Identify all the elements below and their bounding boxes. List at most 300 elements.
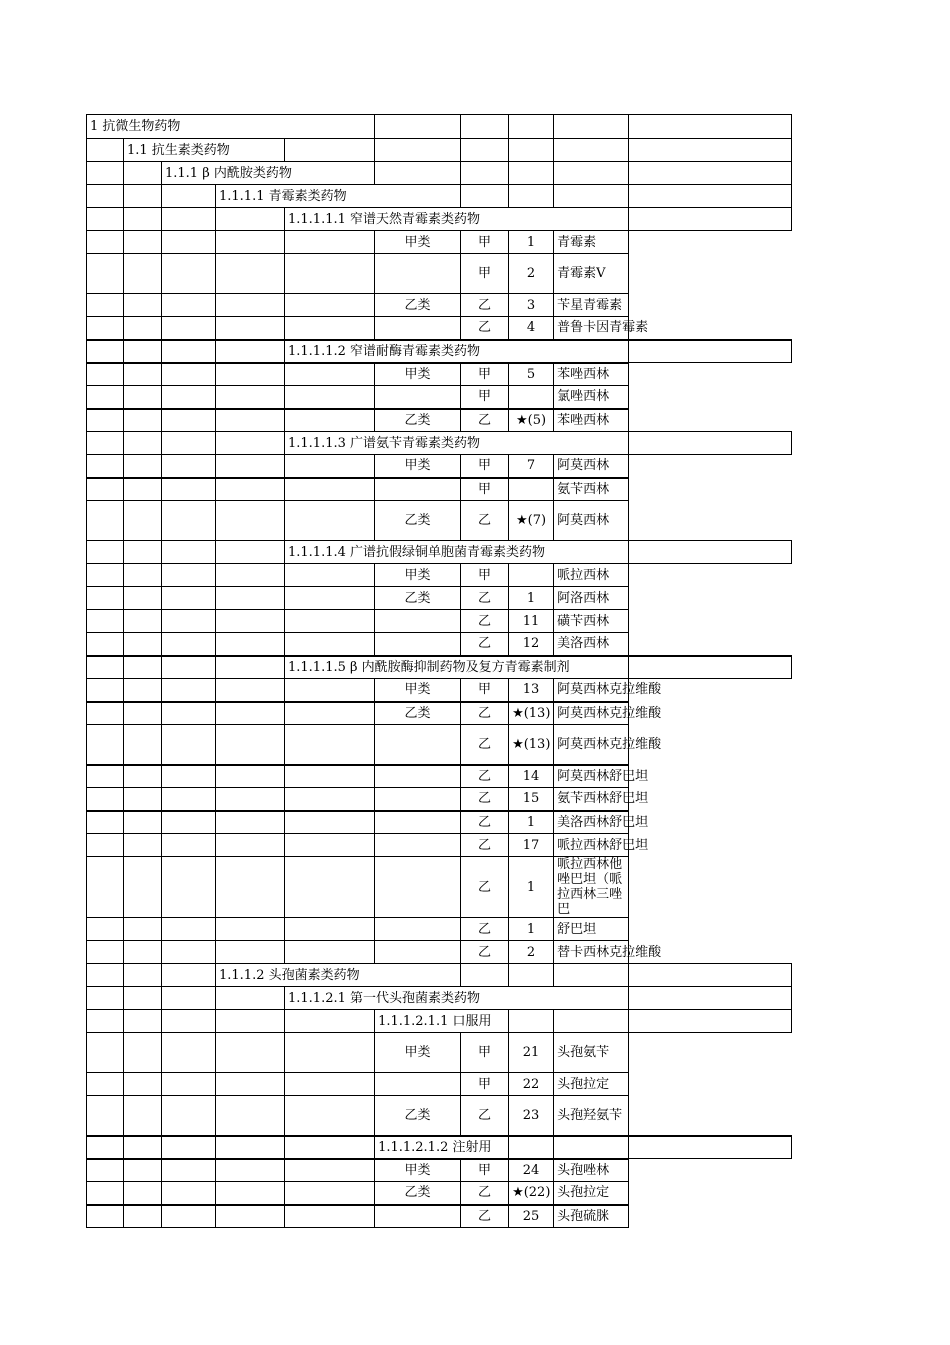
section-heading: 1.1.1.2.1 第一代头孢菌素类药物 <box>285 987 629 1010</box>
indent-cell <box>124 941 162 964</box>
number-cell: 2 <box>509 941 554 964</box>
indent-cell <box>285 1159 375 1182</box>
indent-cell <box>124 564 162 587</box>
number-cell: 1 <box>509 231 554 254</box>
indent-cell <box>162 409 216 432</box>
indent-cell <box>285 386 375 409</box>
grade-cell: 甲 <box>461 564 509 587</box>
table-row <box>87 811 792 834</box>
section-row <box>87 115 792 139</box>
grade-cell: 乙 <box>461 501 509 541</box>
grade-cell: 乙 <box>461 702 509 725</box>
star-icon: ★ <box>516 513 528 528</box>
indent-cell <box>162 541 216 564</box>
indent-cell <box>124 765 162 788</box>
grade-cell: 乙 <box>461 1096 509 1136</box>
category-cell: 乙类 <box>375 1096 461 1136</box>
table-row <box>87 834 792 857</box>
indent-cell <box>162 811 216 834</box>
table-row <box>87 564 792 587</box>
empty-cell <box>375 162 461 185</box>
drug-name-cell: 头孢拉定 <box>554 1073 629 1096</box>
indent-cell <box>216 564 285 587</box>
empty-cell <box>509 1136 554 1159</box>
empty-cell <box>461 964 509 987</box>
indent-cell <box>124 501 162 541</box>
indent-cell <box>162 918 216 941</box>
indent-cell <box>87 1096 124 1136</box>
indent-cell <box>87 1159 124 1182</box>
table-row <box>87 363 792 386</box>
indent-cell <box>87 1010 124 1033</box>
table-row <box>87 231 792 254</box>
indent-cell <box>285 1096 375 1136</box>
indent-cell <box>87 231 124 254</box>
number-value: (7) <box>527 513 547 528</box>
indent-cell <box>216 541 285 564</box>
number-value: (13) <box>523 736 551 752</box>
indent-cell <box>285 702 375 725</box>
section-row <box>87 987 792 1010</box>
indent-cell <box>216 941 285 964</box>
indent-cell <box>87 610 124 633</box>
drug-name-cell: 苯唑西林 <box>554 409 629 432</box>
indent-cell <box>87 1182 124 1205</box>
indent-cell <box>216 633 285 656</box>
section-row <box>87 1010 792 1033</box>
indent-cell <box>124 340 162 363</box>
number-cell: 4 <box>509 317 554 340</box>
drug-name-cell: 美洛西林 <box>554 633 629 656</box>
empty-cell <box>509 964 554 987</box>
indent-cell <box>162 1159 216 1182</box>
number-cell: 2 <box>509 254 554 294</box>
category-cell <box>375 386 461 409</box>
empty-cell <box>509 115 554 139</box>
table-row <box>87 679 792 702</box>
indent-cell <box>87 478 124 501</box>
drug-name-cell: 阿洛西林 <box>554 587 629 610</box>
indent-cell <box>124 918 162 941</box>
empty-cell <box>629 964 792 987</box>
grade-cell: 乙 <box>461 834 509 857</box>
grade-cell: 乙 <box>461 317 509 340</box>
indent-cell <box>87 541 124 564</box>
drug-name-cell: 头孢唑林 <box>554 1159 629 1182</box>
indent-cell <box>285 1205 375 1228</box>
indent-cell <box>87 386 124 409</box>
empty-cell <box>554 964 629 987</box>
drug-catalog-table <box>86 114 792 1228</box>
indent-cell <box>162 478 216 501</box>
indent-cell <box>124 317 162 340</box>
category-cell: 乙类 <box>375 587 461 610</box>
number-cell: 12 <box>509 633 554 656</box>
category-cell <box>375 788 461 811</box>
category-cell <box>375 725 461 765</box>
indent-cell <box>216 1136 285 1159</box>
indent-cell <box>162 1136 216 1159</box>
indent-cell <box>87 788 124 811</box>
indent-cell <box>87 633 124 656</box>
indent-cell <box>285 455 375 478</box>
indent-cell <box>285 564 375 587</box>
indent-cell <box>162 679 216 702</box>
grade-cell: 甲 <box>461 455 509 478</box>
indent-cell <box>87 765 124 788</box>
category-cell: 甲类 <box>375 1159 461 1182</box>
number-cell <box>509 564 554 587</box>
number-cell <box>509 409 554 432</box>
drug-name-cell: 氨苄西林 <box>554 478 629 501</box>
indent-cell <box>124 834 162 857</box>
grade-cell: 乙 <box>461 294 509 317</box>
indent-cell <box>124 162 162 185</box>
category-cell: 乙类 <box>375 1182 461 1205</box>
indent-cell <box>124 725 162 765</box>
drug-name-cell: 阿莫西林 <box>554 501 629 541</box>
indent-cell <box>285 231 375 254</box>
indent-cell <box>124 610 162 633</box>
category-cell <box>375 1073 461 1096</box>
number-cell: 14 <box>509 765 554 788</box>
table-row <box>87 857 792 918</box>
drug-name-cell: 阿莫西林克拉维酸 <box>554 679 629 702</box>
category-cell <box>375 857 461 918</box>
indent-cell <box>216 208 285 231</box>
indent-cell <box>285 409 375 432</box>
indent-cell <box>216 386 285 409</box>
table-row <box>87 1033 792 1073</box>
indent-cell <box>87 162 124 185</box>
grade-cell: 乙 <box>461 788 509 811</box>
drug-name-cell: 苄星青霉素 <box>554 294 629 317</box>
number-cell: 23 <box>509 1096 554 1136</box>
indent-cell <box>285 478 375 501</box>
empty-cell <box>629 1010 792 1033</box>
category-cell: 甲类 <box>375 363 461 386</box>
indent-cell <box>285 1033 375 1073</box>
number-cell: 11 <box>509 610 554 633</box>
number-cell: 15 <box>509 788 554 811</box>
star-icon: ★ <box>512 705 524 721</box>
indent-cell <box>87 340 124 363</box>
indent-cell <box>162 432 216 455</box>
number-cell <box>509 386 554 409</box>
indent-cell <box>216 918 285 941</box>
indent-cell <box>87 725 124 765</box>
indent-cell <box>87 1033 124 1073</box>
grade-cell: 甲 <box>461 386 509 409</box>
grade-cell: 乙 <box>461 725 509 765</box>
drug-name-cell: 哌拉西林他唑巴坦（哌拉西林三唑巴 <box>554 857 629 918</box>
indent-cell <box>162 386 216 409</box>
indent-cell <box>216 254 285 294</box>
indent-cell <box>124 811 162 834</box>
table-row <box>87 702 792 725</box>
grade-cell: 甲 <box>461 679 509 702</box>
indent-cell <box>124 1182 162 1205</box>
indent-cell <box>124 857 162 918</box>
indent-cell <box>87 294 124 317</box>
indent-cell <box>162 987 216 1010</box>
indent-cell <box>162 834 216 857</box>
indent-cell <box>162 1073 216 1096</box>
indent-cell <box>285 941 375 964</box>
indent-cell <box>285 834 375 857</box>
category-cell <box>375 834 461 857</box>
indent-cell <box>87 941 124 964</box>
indent-cell <box>216 340 285 363</box>
number-cell: 1 <box>509 587 554 610</box>
drug-name-cell: 阿莫西林舒巴坦 <box>554 765 629 788</box>
category-cell <box>375 765 461 788</box>
number-cell: 1 <box>509 811 554 834</box>
indent-cell <box>216 478 285 501</box>
table-row <box>87 254 792 294</box>
category-cell <box>375 811 461 834</box>
number-cell: 22 <box>509 1073 554 1096</box>
drug-name-cell: 阿莫西林克拉维酸 <box>554 702 629 725</box>
number-cell: 3 <box>509 294 554 317</box>
table-row <box>87 610 792 633</box>
indent-cell <box>87 139 124 162</box>
indent-cell <box>216 610 285 633</box>
number-cell: 1 <box>509 857 554 918</box>
indent-cell <box>87 254 124 294</box>
indent-cell <box>285 633 375 656</box>
section-row <box>87 162 792 185</box>
section-row <box>87 964 792 987</box>
number-cell: 13 <box>509 679 554 702</box>
section-heading: 1.1.1.1.1 窄谱天然青霉素类药物 <box>285 208 629 231</box>
empty-cell <box>509 1010 554 1033</box>
empty-cell <box>285 139 375 162</box>
indent-cell <box>124 294 162 317</box>
grade-cell: 甲 <box>461 254 509 294</box>
number-cell: 7 <box>509 455 554 478</box>
number-cell: 25 <box>509 1205 554 1228</box>
indent-cell <box>124 478 162 501</box>
section-heading: 1.1.1.2 头孢菌素类药物 <box>216 964 461 987</box>
indent-cell <box>216 1159 285 1182</box>
indent-cell <box>87 208 124 231</box>
category-cell <box>375 610 461 633</box>
empty-cell <box>629 987 792 1010</box>
indent-cell <box>285 363 375 386</box>
number-cell: 17 <box>509 834 554 857</box>
indent-cell <box>162 964 216 987</box>
indent-cell <box>162 564 216 587</box>
indent-cell <box>216 702 285 725</box>
grade-cell: 乙 <box>461 610 509 633</box>
indent-cell <box>285 317 375 340</box>
indent-cell <box>124 633 162 656</box>
empty-cell <box>629 432 792 455</box>
indent-cell <box>87 702 124 725</box>
grade-cell: 乙 <box>461 409 509 432</box>
indent-cell <box>162 254 216 294</box>
indent-cell <box>162 656 216 679</box>
number-cell <box>509 1182 554 1205</box>
number-cell: 21 <box>509 1033 554 1073</box>
category-cell: 甲类 <box>375 455 461 478</box>
grade-cell: 甲 <box>461 478 509 501</box>
indent-cell <box>162 231 216 254</box>
empty-cell <box>629 162 792 185</box>
indent-cell <box>162 725 216 765</box>
indent-cell <box>216 231 285 254</box>
empty-cell <box>629 1136 792 1159</box>
drug-name-cell: 青霉素 <box>554 231 629 254</box>
grade-cell: 乙 <box>461 765 509 788</box>
indent-cell <box>162 788 216 811</box>
grade-cell: 甲 <box>461 1159 509 1182</box>
table-row <box>87 587 792 610</box>
indent-cell <box>87 432 124 455</box>
indent-cell <box>87 1205 124 1228</box>
indent-cell <box>285 587 375 610</box>
indent-cell <box>162 208 216 231</box>
indent-cell <box>124 185 162 208</box>
indent-cell <box>87 409 124 432</box>
indent-cell <box>216 409 285 432</box>
indent-cell <box>285 765 375 788</box>
grade-cell: 乙 <box>461 587 509 610</box>
number-value: (22) <box>523 1185 551 1201</box>
indent-cell <box>162 294 216 317</box>
drug-name-cell: 氯唑西林 <box>554 386 629 409</box>
table-row <box>87 1073 792 1096</box>
category-cell: 乙类 <box>375 702 461 725</box>
indent-cell <box>87 455 124 478</box>
number-cell: 1 <box>509 918 554 941</box>
indent-cell <box>124 702 162 725</box>
empty-cell <box>554 1136 629 1159</box>
drug-name-cell: 磺苄西林 <box>554 610 629 633</box>
indent-cell <box>124 386 162 409</box>
indent-cell <box>216 1182 285 1205</box>
indent-cell <box>162 455 216 478</box>
table-row <box>87 478 792 501</box>
table-row <box>87 765 792 788</box>
indent-cell <box>124 964 162 987</box>
indent-cell <box>124 987 162 1010</box>
star-icon: ★ <box>512 736 524 752</box>
indent-cell <box>285 294 375 317</box>
section-heading: 1.1.1.2.1.1 口服用 <box>375 1010 509 1033</box>
indent-cell <box>216 1033 285 1073</box>
indent-cell <box>124 455 162 478</box>
section-heading: 1.1.1.1.3 广谱氨苄青霉素类药物 <box>285 432 629 455</box>
empty-cell <box>509 139 554 162</box>
indent-cell <box>87 857 124 918</box>
drug-name-cell: 头孢拉定 <box>554 1182 629 1205</box>
indent-cell <box>87 185 124 208</box>
indent-cell <box>124 679 162 702</box>
indent-cell <box>124 208 162 231</box>
indent-cell <box>87 1073 124 1096</box>
indent-cell <box>216 294 285 317</box>
empty-cell <box>629 656 792 679</box>
empty-cell <box>509 162 554 185</box>
indent-cell <box>124 587 162 610</box>
number-cell <box>509 702 554 725</box>
indent-cell <box>216 363 285 386</box>
indent-cell <box>216 432 285 455</box>
indent-cell <box>124 1136 162 1159</box>
number-cell: 5 <box>509 363 554 386</box>
indent-cell <box>285 918 375 941</box>
indent-cell <box>87 501 124 541</box>
indent-cell <box>124 656 162 679</box>
category-cell: 乙类 <box>375 294 461 317</box>
section-row <box>87 139 792 162</box>
indent-cell <box>124 1010 162 1033</box>
indent-cell <box>162 1205 216 1228</box>
table-row <box>87 294 792 317</box>
empty-cell <box>509 185 554 208</box>
indent-cell <box>162 857 216 918</box>
indent-cell <box>162 363 216 386</box>
indent-cell <box>285 1010 375 1033</box>
indent-cell <box>124 788 162 811</box>
drug-name-cell: 美洛西林舒巴坦 <box>554 811 629 834</box>
indent-cell <box>216 1073 285 1096</box>
drug-name-cell: 头孢氨苄 <box>554 1033 629 1073</box>
grade-cell: 乙 <box>461 918 509 941</box>
category-cell <box>375 633 461 656</box>
grade-cell: 乙 <box>461 633 509 656</box>
category-cell <box>375 941 461 964</box>
grade-cell: 甲 <box>461 1033 509 1073</box>
indent-cell <box>162 1010 216 1033</box>
indent-cell <box>285 811 375 834</box>
indent-cell <box>124 432 162 455</box>
indent-cell <box>162 317 216 340</box>
star-icon: ★ <box>512 1185 524 1201</box>
table-row <box>87 725 792 765</box>
category-cell: 乙类 <box>375 501 461 541</box>
grade-cell: 甲 <box>461 363 509 386</box>
empty-cell <box>554 139 629 162</box>
grade-cell: 乙 <box>461 1182 509 1205</box>
indent-cell <box>162 1096 216 1136</box>
indent-cell <box>87 811 124 834</box>
category-cell: 甲类 <box>375 231 461 254</box>
empty-cell <box>554 115 629 139</box>
drug-name-cell: 青霉素V <box>554 254 629 294</box>
table-row <box>87 633 792 656</box>
category-cell <box>375 254 461 294</box>
category-cell <box>375 1205 461 1228</box>
indent-cell <box>162 941 216 964</box>
section-row <box>87 541 792 564</box>
section-heading: 1 抗微生物药物 <box>87 115 375 139</box>
indent-cell <box>216 679 285 702</box>
indent-cell <box>216 501 285 541</box>
empty-cell <box>461 185 509 208</box>
indent-cell <box>216 811 285 834</box>
table-row <box>87 386 792 409</box>
indent-cell <box>87 679 124 702</box>
indent-cell <box>124 1159 162 1182</box>
section-row <box>87 208 792 231</box>
indent-cell <box>162 1182 216 1205</box>
star-icon: ★ <box>516 412 528 428</box>
indent-cell <box>124 1205 162 1228</box>
category-cell: 乙类 <box>375 409 461 432</box>
